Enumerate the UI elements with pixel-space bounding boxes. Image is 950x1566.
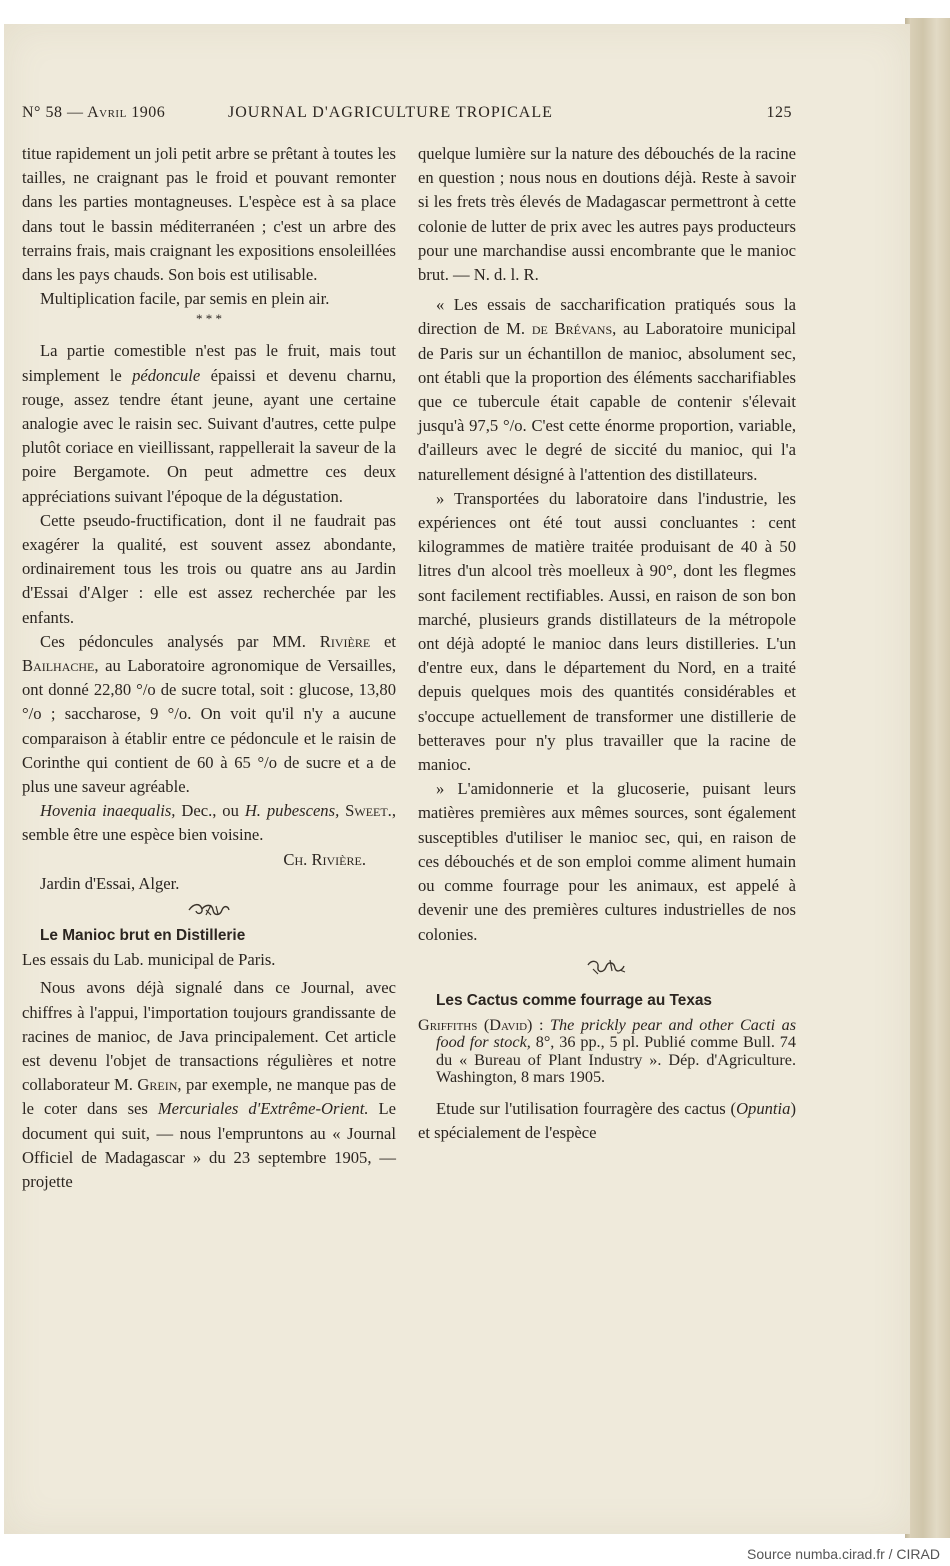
paragraph: Cette pseudo-fructification, dont il ne faudrait pas exagérer la qualité, est souvent assez abondante, ordinairement tous les trois ou quatre ans au Jardin d'Essai d'Alger : elle est assez recherchée par les enfants.	[22, 510, 396, 627]
section-separator-stars: * * *	[196, 311, 222, 327]
source-credit: Source numba.cirad.fr / CIRAD	[747, 1546, 940, 1562]
paragraph: Hovenia inaequalis, Dec., ou H. pubescens, Sweet., semble être une espèce bien voisine.	[22, 801, 396, 845]
book-page-edges	[905, 18, 950, 1538]
article-title: Les Cactus comme fourrage au Texas	[436, 991, 712, 1009]
journal-title: JOURNAL D'AGRICULTURE TROPICALE	[228, 104, 553, 121]
bibliographic-reference	[418, 1017, 796, 1087]
article-subtitle: Les essais du Lab. municipal de Paris.	[22, 950, 276, 970]
page-number: 125	[766, 104, 792, 121]
paragraph: Ces pédoncules analysés par MM. Rivière et Bailhache, au Laboratoire agronomique de Versailles, ont donné 22,80 °/o de sucre total, soit : glucose, 13,80 °/o ; saccharose, 9 °/o. On voit qu'il n'y a aucune comparaison à établir entre ce pédoncule et le raisin de Corinthe qui contient de 60 à 65 °/o de sucre et a de plus une saveur agréable.	[22, 631, 397, 797]
reference-entry: Griffiths (David) : The prickly pear and other Cacti as food for stock, 8°, 36 pp., 5 pl. Publié comme Bull. 74 du « Bureau of Plant Industry ». Dép. d'Agriculture. Washington, 8 mars 1905.	[418, 1015, 797, 1087]
running-header	[22, 104, 792, 128]
ornament-icon	[418, 947, 796, 987]
issue-date: N° 58 — Avril 1906	[22, 104, 166, 121]
paragraph: « Les essais de saccharification pratiqués sous la direction de M. de Brévans, au Laboratoire municipal de Paris sur un échantillon de manioc, absolument sec, ont établi que la proportion des éléments saccharifiables que ce tubercule était capable de contenir s'élevait jusqu'à 97,5 °/o. C'est cette énorme proportion, variable, d'ailleurs avec le degré de siccité du manioc, qui l'a naturellement désigné à l'attention des distillateurs.	[418, 295, 796, 484]
article-title: Le Manioc brut en Distillerie	[40, 927, 246, 945]
right-column	[418, 142, 796, 1145]
location-line: Jardin d'Essai, Alger.	[40, 873, 180, 893]
author-signature: Ch. Rivière.	[283, 849, 366, 869]
paragraph: Nous avons déjà signalé dans ce Journal, avec chiffres à l'appui, l'importation toujours grandissante de racines de manioc, de Java principalement. Cet article est devenu l'objet de transactions régulières et notre collaborateur M. Grein, par exemple, ne manque pas de le coter dans ses Mercuriales d'Extrême-Orient. Le document qui suit, — nous l'empruntons au « Journal Officiel de Madagascar » du 23 septembre 1905, — projette	[22, 978, 396, 1191]
ornament-icon	[22, 896, 396, 924]
paragraph: titue rapidement un joli petit arbre se prêtant à toutes les tailles, ne craignant pas le froid et pouvant remonter dans les parties montagneuses. L'espèce est à sa place dans tout le bassin méditerranéen ; c'est un arbre des terrains frais, mais craignant les expositions ensoleillées dans les pays chauds. Son bois est utilisable.	[22, 144, 396, 285]
paragraph: La partie comestible n'est pas le fruit, mais tout simplement le pédoncule épaissi et devenu charnu, rouge, assez tendre étant jeune, ayant une certaine analogie avec le raisin sec. Suivant d'autres, cette pulpe plutôt coriace en vieillissant, rappellerait la saveur de la poire Bergamote. On peut admettre ces deux appréciations suivant l'époque de la dégustation.	[22, 341, 397, 506]
paragraph: Multiplication facile, par semis en plein air.	[40, 289, 330, 309]
left-column	[22, 142, 396, 1194]
paragraph: Etude sur l'utilisation fourragère des cactus (Opuntia) et spécialement de l'espèce	[418, 1099, 796, 1143]
paragraph: » Transportées du laboratoire dans l'industrie, les expériences ont été tout aussi concluantes : cent kilogrammes de matière traitée produisant de 40 à 50 litres d'un alcool très moelleux à 90°, dont les flegmes sont facilement rectifiables. Aussi, en raison de son bon marché, plusieurs grands distillateurs de la métropole ont déjà adopté le manioc dans leurs distilleries. L'un d'entre eux, dans le département du Nord, en a traité depuis quelques mois des quantités considérables et s'occupe actuellement de transformer une distillerie de betteraves pour n'y plus travailler que la racine de manioc.	[418, 488, 796, 775]
paragraph: quelque lumière sur la nature des débouchés de la racine en question ; nous nous en doutions déjà. Reste à savoir si les frets très élevés de Madagascar permettront à cette colonie de lutter de prix avec les autres pays producteurs pour une marchandise aussi encombrante que le manioc brut. — N. d. l. R.	[418, 144, 796, 285]
paragraph: » L'amidonnerie et la glucoserie, puisant leurs matières premières aux mêmes sources, sont également susceptibles d'utiliser le manioc sec, qui, en raison de ces débouchés et de son emploi comme aliment humain ou comme fourrage pour les animaux, est appelé à devenir une des premières cultures industrielles de nos colonies.	[418, 779, 796, 944]
